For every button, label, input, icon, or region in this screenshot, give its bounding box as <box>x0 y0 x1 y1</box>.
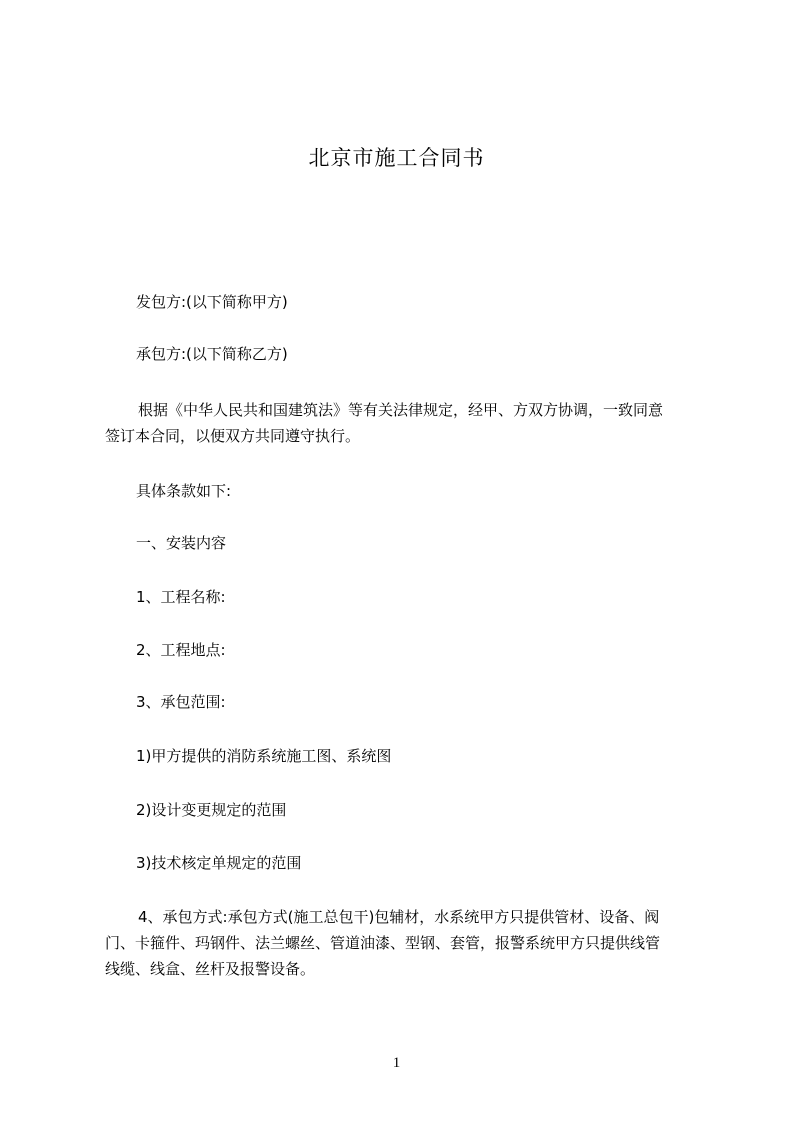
item-contract-scope: 3、承包范围: <box>136 693 226 711</box>
intro-paragraph <box>105 397 695 449</box>
item-project-name: 1、工程名称: <box>136 588 226 606</box>
item-contract-method <box>105 904 695 982</box>
scope-item-3: 3)技术核定单规定的范围 <box>136 854 302 872</box>
contract-method-line-3: 线缆、线盒、丝杆及报警设备。 <box>105 960 316 978</box>
party-a-line: 发包方:(以下简称甲方) <box>136 293 288 311</box>
page-number: 1 <box>392 1055 401 1071</box>
scope-item-2: 2)设计变更规定的范围 <box>136 801 287 819</box>
contract-method-line-2: 门、卡箍件、玛钢件、法兰螺丝、管道油漆、型钢、套管，报警系统甲方只提供线管 <box>105 934 661 952</box>
party-b-line: 承包方:(以下简称乙方) <box>136 345 288 363</box>
intro-line-2: 签订本合同，以便双方共同遵守执行。 <box>105 427 361 445</box>
scope-item-1: 1)甲方提供的消防系统施工图、系统图 <box>136 747 392 765</box>
section-1-heading: 一、安装内容 <box>136 534 227 552</box>
contract-method-line-1: 4、承包方式:承包方式(施工总包干)包辅材，水系统甲方只提供管材、设备、阀 <box>138 908 660 926</box>
item-project-location: 2、工程地点: <box>136 641 226 659</box>
intro-line-1: 根据《中华人民共和国建筑法》等有关法律规定，经甲、方双方协调，一致同意 <box>138 401 664 419</box>
terms-heading: 具体条款如下: <box>136 482 232 500</box>
document-title: 北京市施工合同书 <box>308 146 485 170</box>
